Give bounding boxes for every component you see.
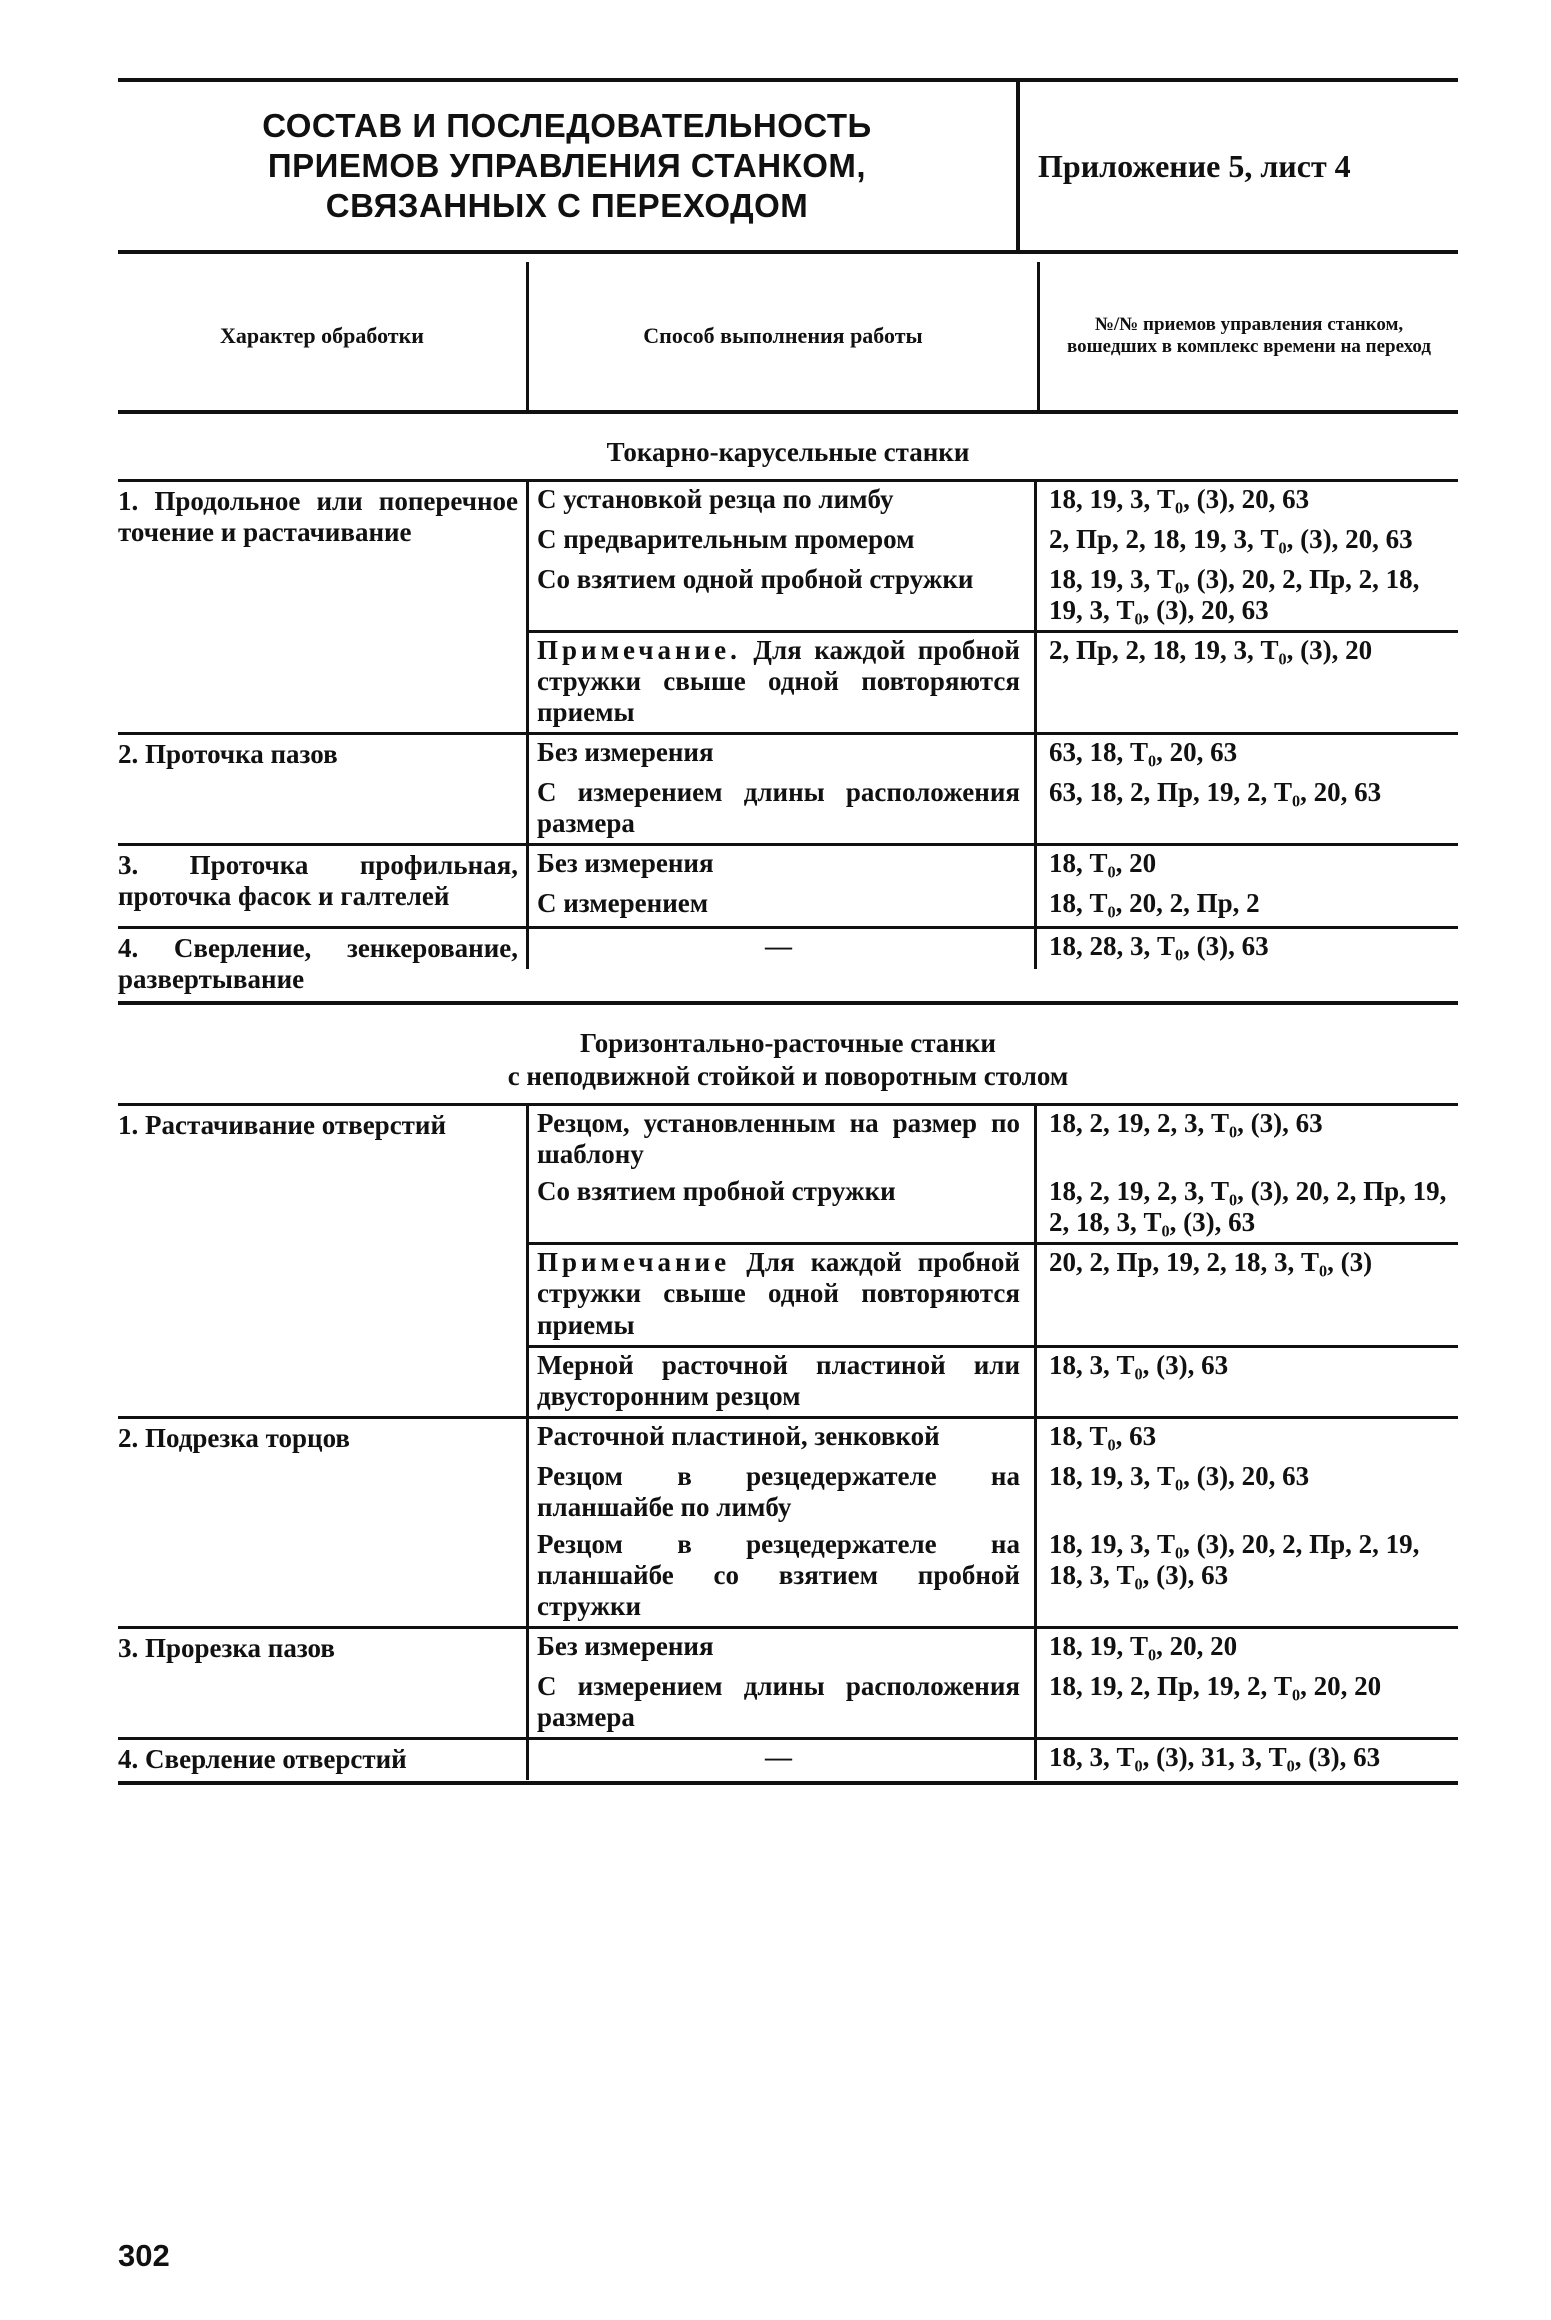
- table-row: [118, 1737, 1458, 1785]
- method-text: С установкой резца по лимбу: [526, 482, 1034, 522]
- method-row: [526, 482, 1458, 522]
- operation-numbers: 18, 19, 2, Пр, 19, 2, Т₀, 20, 20: [1034, 1669, 1458, 1737]
- processing-type: 4. Сверление, зенкерование, развертывание: [118, 933, 518, 995]
- document-title: СОСТАВ И ПОСЛЕДОВАТЕЛЬНОСТЬ ПРИЕМОВ УПРАВЛЕНИЯ СТАНКОМ, СВЯЗАННЫХ С ПЕРЕХОДОМ: [118, 82, 1020, 250]
- document-page: [118, 78, 1458, 1785]
- operation-numbers: 18, 19, Т₀, 20, 20: [1034, 1629, 1458, 1669]
- operation-numbers: 18, 19, 3, Т₀, (3), 20, 2, Пр, 2, 19, 18, 3, Т₀, (3), 63: [1034, 1527, 1458, 1626]
- method-text: —: [526, 1740, 1034, 1780]
- methods-group: [526, 735, 1458, 843]
- processing-type: 3. Проточка профильная, проточка фасок и галтелей: [118, 850, 518, 912]
- operation-numbers: 63, 18, Т₀, 20, 63: [1034, 735, 1458, 775]
- methods-group: [526, 929, 1458, 1001]
- appendix-label: Приложение 5, лист 4: [1038, 147, 1351, 184]
- method-row: [526, 630, 1458, 732]
- section-title: Горизонтально-расточные станки с неподвижной стойкой и поворотным столом: [507, 1028, 1069, 1092]
- header-block: [118, 78, 1458, 254]
- operation-numbers: 20, 2, Пр, 19, 2, 18, 3, Т₀, (3): [1034, 1245, 1458, 1344]
- table-row: [118, 479, 1458, 732]
- method-row: [526, 735, 1458, 775]
- operation-numbers: 18, 19, 3, Т₀, (3), 20, 63: [1034, 1459, 1458, 1527]
- method-row: [526, 1106, 1458, 1174]
- method-row: [526, 775, 1458, 843]
- method-row: [526, 929, 1458, 969]
- methods-group: [526, 1106, 1458, 1415]
- method-row: [526, 1345, 1458, 1416]
- method-text: Резцом в резцедержателе на планшайбе по лимбу: [526, 1459, 1034, 1527]
- methods-group: [526, 1629, 1458, 1737]
- column-header-method: Способ выполнения работы: [526, 262, 1037, 410]
- column-headers: [118, 262, 1458, 414]
- method-row: [526, 1527, 1458, 1626]
- processing-type: 1. Растачивание отверстий: [118, 1110, 447, 1141]
- method-row: [526, 1669, 1458, 1737]
- processing-type: 2. Подрезка торцов: [118, 1422, 351, 1453]
- note-label: Примечание: [537, 1247, 731, 1278]
- methods-group: [526, 482, 1458, 732]
- table-body: [118, 436, 1458, 1785]
- table-row: [118, 732, 1458, 843]
- method-row: [526, 1459, 1458, 1527]
- method-text: Со взятием пробной стружки: [526, 1174, 1034, 1242]
- method-row: [526, 1740, 1458, 1780]
- operation-numbers: 63, 18, 2, Пр, 19, 2, Т₀, 20, 63: [1034, 775, 1458, 843]
- method-text: Со взятием одной пробной стружки: [526, 562, 1034, 630]
- method-text: Резцом, установленным на размер по шаблону: [526, 1106, 1034, 1174]
- methods-group: [526, 846, 1458, 926]
- method-row: [526, 1174, 1458, 1242]
- method-text: Резцом в резцедержателе на планшайбе со взятием пробной стружки: [526, 1527, 1034, 1626]
- method-text: Расточной пластиной, зенковкой: [526, 1419, 1034, 1459]
- operation-numbers: 18, 28, 3, Т₀, (3), 63: [1034, 929, 1458, 969]
- operation-numbers: 18, 3, Т₀, (3), 63: [1034, 1348, 1458, 1416]
- processing-type: 3. Прорезка пазов: [118, 1632, 335, 1663]
- operation-numbers: 18, 3, Т₀, (3), 31, 3, Т₀, (3), 63: [1034, 1740, 1458, 1780]
- column-header-processing: Характер обработки: [220, 323, 424, 349]
- processing-type: 1. Продольное или поперечное точение и растачивание: [118, 485, 518, 547]
- method-row: [526, 522, 1458, 562]
- method-text: С измерением длины расположения размера: [526, 1669, 1034, 1737]
- operation-numbers: 18, 2, 19, 2, 3, Т₀, (3), 20, 2, Пр, 19, 2, 18, 3, Т₀, (3), 63: [1034, 1174, 1458, 1242]
- method-text: [526, 1245, 1034, 1344]
- operation-numbers: 18, 19, 3, Т₀, (3), 20, 2, Пр, 2, 18, 19, 3, Т₀, (3), 20, 63: [1034, 562, 1458, 630]
- method-row: [526, 1419, 1458, 1459]
- method-text: Мерной расточной пластиной или двусторонним резцом: [526, 1348, 1034, 1416]
- method-text: С измерением длины расположения размера: [526, 775, 1034, 843]
- note-text: Для каждой пробной стружки свыше одной повторяются приемы: [537, 1247, 1020, 1340]
- method-text: С предварительным промером: [526, 522, 1034, 562]
- processing-type: 4. Сверление отверстий: [118, 1743, 407, 1774]
- operation-numbers: 18, Т₀, 20, 2, Пр, 2: [1034, 886, 1458, 926]
- processing-type: 2. Проточка пазов: [118, 739, 338, 770]
- method-row: [526, 886, 1458, 926]
- table-row: [118, 843, 1458, 926]
- method-row: [526, 562, 1458, 630]
- table-row: [118, 926, 1458, 1005]
- method-text: Без измерения: [526, 735, 1034, 775]
- operation-numbers: 18, Т₀, 63: [1034, 1419, 1458, 1459]
- method-row: [526, 1629, 1458, 1669]
- note-label: Примечание.: [537, 635, 741, 666]
- section-title: Токарно-карусельные станки: [606, 437, 970, 467]
- method-text: Без измерения: [526, 846, 1034, 886]
- operation-numbers: 18, 2, 19, 2, 3, Т₀, (3), 63: [1034, 1106, 1458, 1174]
- operation-numbers: 18, Т₀, 20: [1034, 846, 1458, 886]
- method-row: [526, 1242, 1458, 1344]
- operation-numbers: 2, Пр, 2, 18, 19, 3, Т₀, (3), 20, 63: [1034, 522, 1458, 562]
- note-text: Для каждой пробной стружки свыше одной повторяются приемы: [537, 635, 1020, 728]
- method-row: [526, 846, 1458, 886]
- methods-group: [526, 1740, 1458, 1781]
- method-text: Без измерения: [526, 1629, 1034, 1669]
- method-text: [526, 633, 1034, 732]
- table-row: [118, 1103, 1458, 1415]
- operation-numbers: 18, 19, 3, Т₀, (3), 20, 63: [1034, 482, 1458, 522]
- method-text: —: [526, 929, 1034, 969]
- table-row: [118, 1626, 1458, 1737]
- methods-group: [526, 1419, 1458, 1626]
- column-header-numbers: №/№ приемов управления станком, вошедших в комплекс времени на переход: [1037, 262, 1458, 410]
- page-number: 302: [118, 2238, 170, 2273]
- table-row: [118, 1416, 1458, 1626]
- method-text: С измерением: [526, 886, 1034, 926]
- operation-numbers: 2, Пр, 2, 18, 19, 3, Т₀, (3), 20: [1034, 633, 1458, 732]
